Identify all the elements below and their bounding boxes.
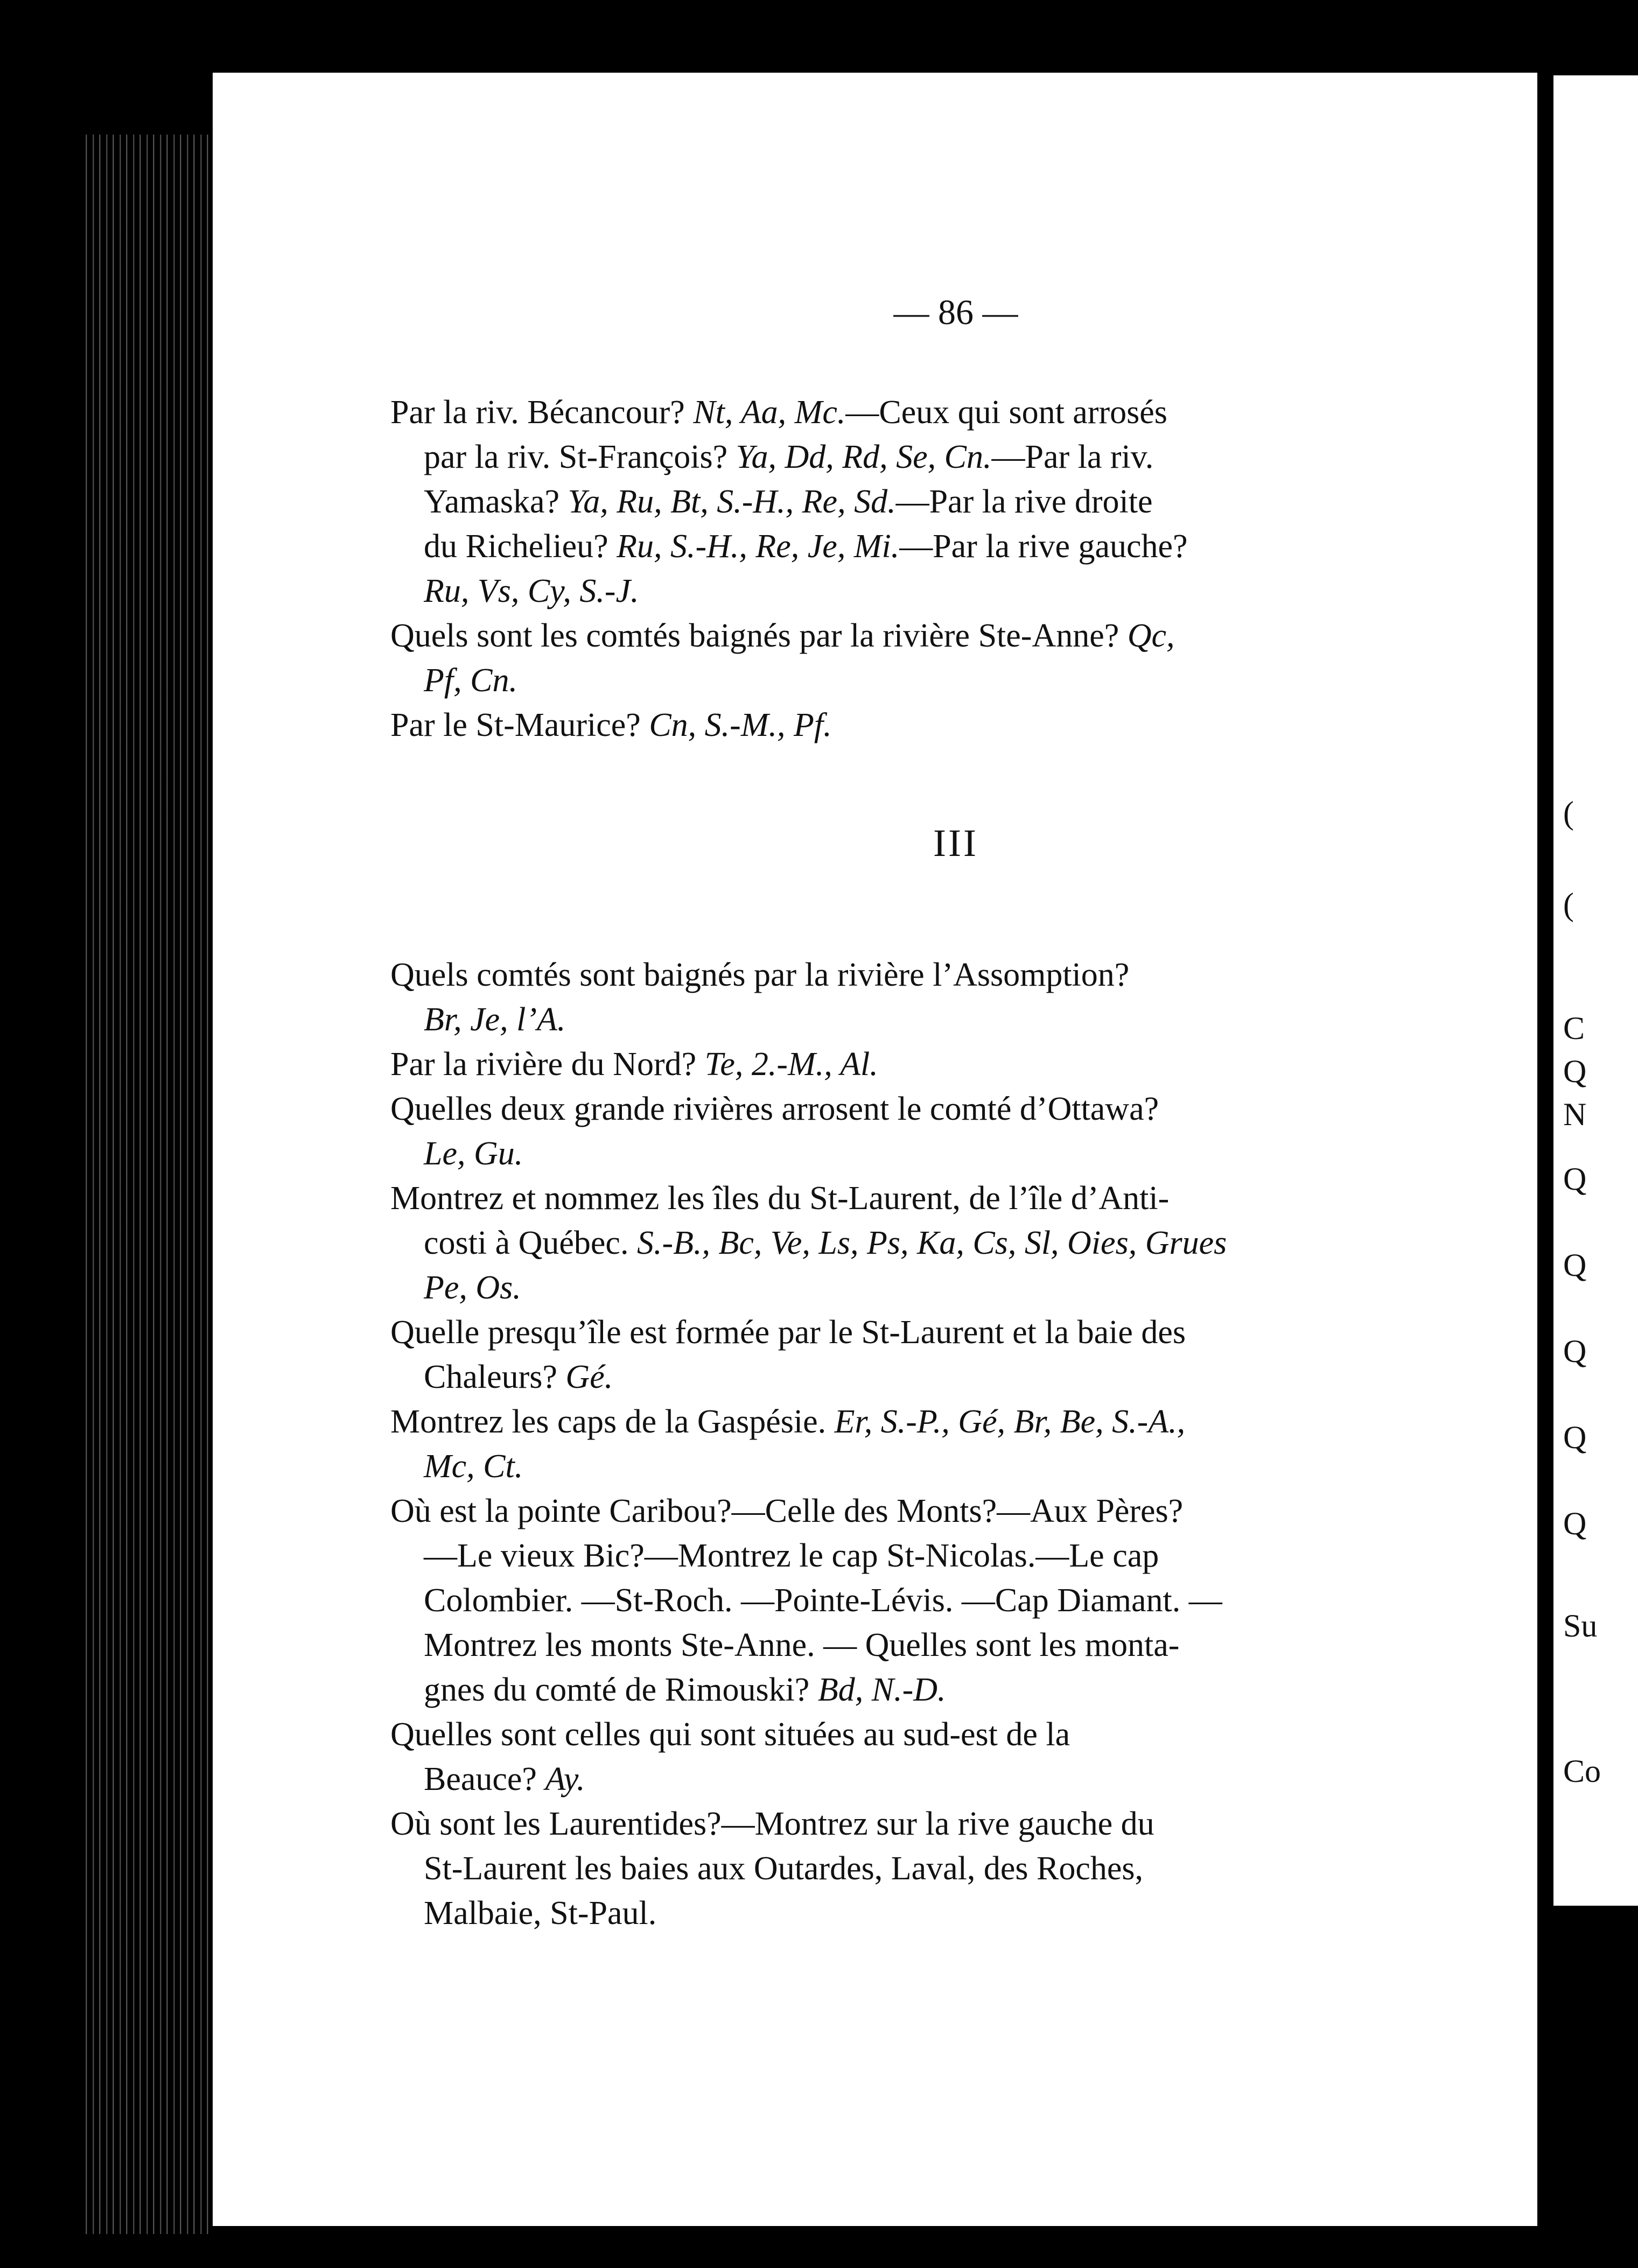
question-paragraph — [390, 1400, 1440, 1489]
text-line — [390, 1042, 1440, 1087]
question-paragraph — [390, 1310, 1440, 1400]
text-line — [390, 1534, 1440, 1578]
text-line — [390, 390, 1440, 435]
question-text: Montrez et nommez les îles du St-Laurent, de l’île d’Anti- — [390, 1180, 1170, 1217]
text-line — [390, 1132, 1440, 1176]
adjacent-page-letter: Co — [1563, 1753, 1601, 1789]
question-text: Quelles sont celles qui sont situées au sud-est de la — [390, 1716, 1070, 1753]
county-abbreviations: Er, S.-P., Gé, Br, Be, S.-A., — [834, 1403, 1186, 1440]
adjacent-page-letter: ( — [1563, 795, 1574, 831]
adjacent-page-letter: Su — [1563, 1608, 1598, 1644]
question-text: Par le St-Maurice? — [390, 707, 649, 743]
question-text: gnes du comté de Rimouski? — [424, 1672, 818, 1708]
question-text: Par la rivière du Nord? — [390, 1046, 705, 1083]
county-abbreviations: Ya, Dd, Rd, Se, Cn. — [736, 439, 992, 475]
question-text: Beauce? — [424, 1761, 545, 1797]
county-abbreviations: Ru, Vs, Cy, S.-J. — [424, 573, 639, 609]
county-abbreviations: Ru, S.-H., Re, Je, Mi. — [617, 528, 900, 565]
text-line — [390, 1221, 1440, 1266]
question-text: par la riv. St-François? — [424, 439, 736, 475]
adjacent-page-letter: C — [1563, 1010, 1585, 1046]
county-abbreviations: Pf, Cn. — [424, 662, 517, 699]
text-line — [390, 1668, 1440, 1712]
question-paragraph — [390, 1802, 1440, 1936]
text-line — [390, 524, 1440, 569]
question-paragraph — [390, 1087, 1440, 1176]
text-line — [390, 1087, 1440, 1132]
county-abbreviations: Br, Je, l’A. — [424, 1001, 566, 1038]
adjacent-page-letter: Q — [1563, 1420, 1587, 1455]
text-line — [390, 953, 1440, 998]
question-text: Montrez les caps de la Gaspésie. — [390, 1403, 835, 1440]
question-text: St-Laurent les baies aux Outardes, Laval, des Roches, — [424, 1850, 1144, 1887]
adjacent-page-letter: N — [1563, 1097, 1587, 1132]
question-text: Yamaska? — [424, 483, 568, 520]
question-text: du Richelieu? — [424, 528, 617, 565]
text-line — [390, 1176, 1440, 1221]
county-abbreviations: Ay. — [545, 1761, 585, 1797]
county-abbreviations: Ya, Ru, Bt, S.-H., Re, Sd. — [568, 483, 896, 520]
question-paragraph — [390, 390, 1440, 614]
county-abbreviations: Nt, Aa, Mc. — [693, 394, 846, 431]
question-paragraph — [390, 1176, 1440, 1310]
adjacent-page-letter: Q — [1563, 1054, 1587, 1089]
county-abbreviations: Qc, — [1127, 617, 1175, 654]
question-text: Où est la pointe Caribou?—Celle des Monts?—Aux Pères? — [390, 1493, 1184, 1529]
text-line — [390, 998, 1440, 1042]
section-heading: III — [933, 821, 978, 865]
adjacent-page-letter: Q — [1563, 1247, 1587, 1283]
county-abbreviations: Cn, S.-M., Pf. — [649, 707, 832, 743]
adjacent-page-letter: ( — [1563, 887, 1574, 922]
county-abbreviations: Te, 2.-M., Al. — [704, 1046, 878, 1083]
text-line — [390, 1310, 1440, 1355]
question-paragraph — [390, 614, 1440, 703]
question-text: Où sont les Laurentides?—Montrez sur la rive gauche du — [390, 1806, 1154, 1842]
text-line — [390, 658, 1440, 703]
question-text: Quelles deux grande rivières arrosent le comté d’Ottawa? — [390, 1091, 1159, 1127]
text-line — [390, 1444, 1440, 1489]
county-abbreviations: Gé. — [565, 1359, 613, 1395]
question-text: Chaleurs? — [424, 1359, 566, 1395]
text-line — [390, 1757, 1440, 1802]
text-line — [390, 480, 1440, 524]
question-paragraph — [390, 1042, 1440, 1087]
question-text: —Par la rive droite — [895, 483, 1153, 520]
adjacent-page-letter: Q — [1563, 1161, 1587, 1197]
adjacent-page-edge — [1553, 75, 1638, 1906]
text-line — [390, 1891, 1440, 1936]
text-line — [390, 1846, 1440, 1891]
question-text: —Par la rive gauche? — [899, 528, 1188, 565]
question-text: Par la riv. Bécancour? — [390, 394, 694, 431]
text-line — [390, 703, 1440, 748]
county-abbreviations: S.-B., Bc, Ve, Ls, Ps, Ka, Cs, Sl, Oies, Grues — [636, 1225, 1227, 1261]
text-line — [390, 1578, 1440, 1623]
county-abbreviations: Pe, Os. — [424, 1269, 521, 1306]
county-abbreviations: Mc, Ct. — [424, 1448, 523, 1485]
adjacent-page-letter: Q — [1563, 1333, 1587, 1369]
county-abbreviations: Le, Gu. — [424, 1135, 523, 1172]
question-paragraph — [390, 953, 1440, 1042]
question-text: —Ceux qui sont arrosés — [845, 394, 1167, 431]
text-block-after-heading — [390, 953, 1440, 1936]
question-text: Quels sont les comtés baignés par la rivière Ste-Anne? — [390, 617, 1128, 654]
text-line — [390, 1400, 1440, 1444]
text-line — [390, 1489, 1440, 1534]
question-text: Quels comtés sont baignés par la rivière l’Assomption? — [390, 957, 1130, 993]
question-paragraph — [390, 1489, 1440, 1712]
question-text: costi à Québec. — [424, 1225, 637, 1261]
county-abbreviations: Bd, N.-D. — [817, 1672, 946, 1708]
question-text: Quelle presqu’île est formée par le St-Laurent et la baie des — [390, 1314, 1186, 1351]
question-paragraph — [390, 1712, 1440, 1802]
text-line — [390, 569, 1440, 614]
question-paragraph — [390, 703, 1440, 748]
text-line — [390, 1355, 1440, 1400]
question-text: —Le vieux Bic?—Montrez le cap St-Nicolas.—Le cap — [424, 1537, 1159, 1574]
text-line — [390, 1802, 1440, 1846]
book-page — [213, 73, 1537, 2226]
text-line — [390, 1266, 1440, 1310]
text-line — [390, 614, 1440, 658]
question-text: Colombier. —St-Roch. —Pointe-Lévis. —Cap Diamant. — — [424, 1582, 1222, 1619]
text-line — [390, 1712, 1440, 1757]
question-text: Malbaie, St-Paul. — [424, 1895, 657, 1932]
adjacent-page-letter: Q — [1563, 1506, 1587, 1541]
text-line — [390, 1623, 1440, 1668]
binding-gutter — [81, 135, 210, 2234]
question-text: —Par la riv. — [991, 439, 1154, 475]
text-line — [390, 435, 1440, 480]
page-number: — 86 — — [893, 293, 1018, 332]
text-block-before-heading — [390, 390, 1440, 748]
question-text: Montrez les monts Ste-Anne. — Quelles sont les monta- — [424, 1627, 1180, 1663]
